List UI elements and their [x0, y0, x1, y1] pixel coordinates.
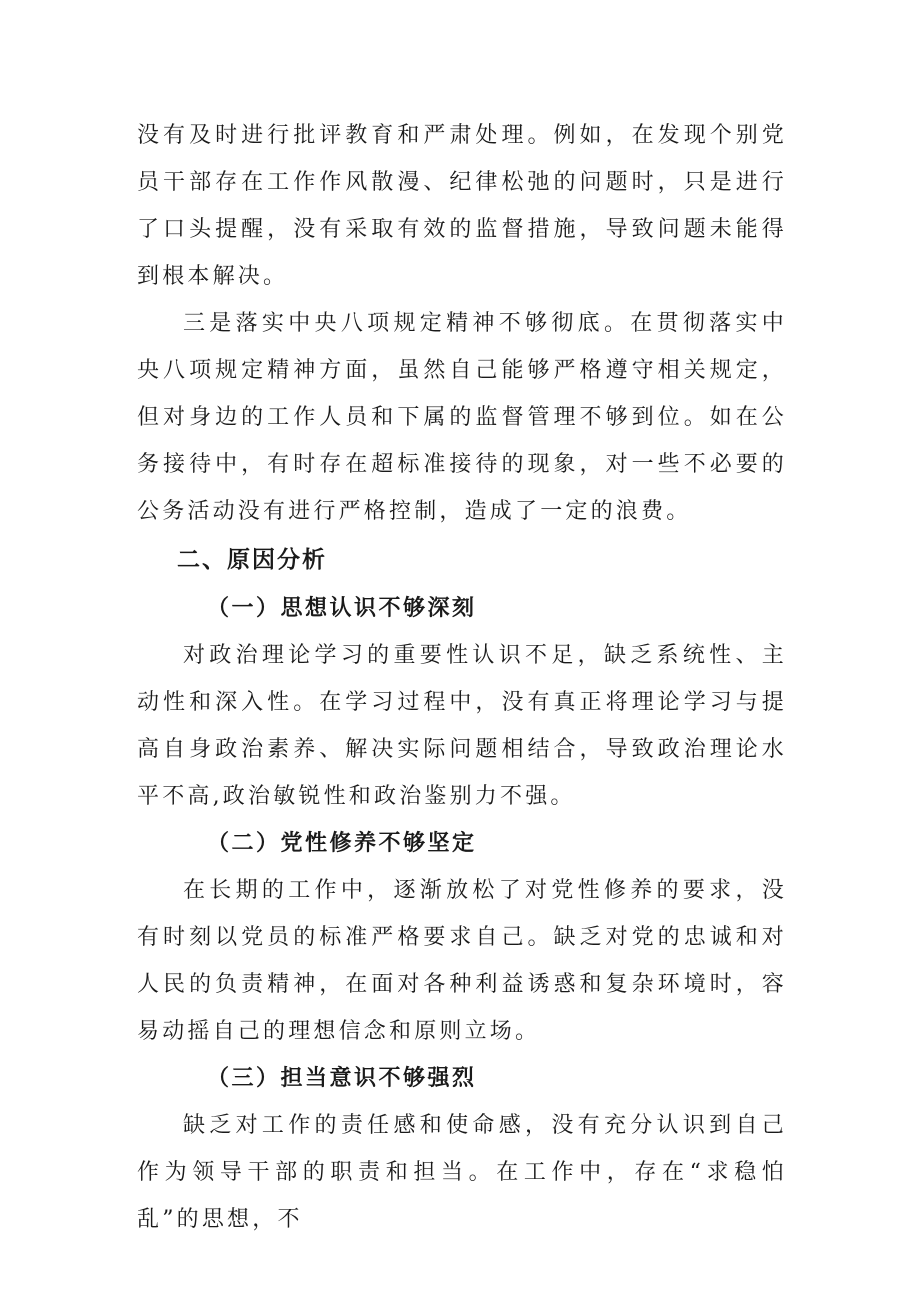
- subheading-party-spirit: （二）党性修养不够坚定: [207, 830, 477, 856]
- paragraph-ideological-understanding: 对政治理论学习的重要性认识不足，缺乏系统性、主动性和深入性。在学习过程中，没有真正将理论学习与提高自身政治素养、解决实际问题相结合，导致政治理论水平不高,政治敏锐性和政治鉴别力不强。: [137, 643, 787, 809]
- section-heading-cause-analysis: 二、原因分析: [177, 547, 327, 573]
- paragraph-supervision-continued: 没有及时进行批评教育和严肃处理。例如，在发现个别党员干部存在工作作风散漫、纪律松弛的问题时，只是进行了口头提醒，没有采取有效的监督措施，导致问题未能得到根本解决。: [137, 123, 787, 289]
- subheading-sense-of-responsibility: （三）担当意识不够强烈: [207, 1065, 477, 1091]
- document-body: [137, 112, 787, 1243]
- paragraph-eight-regulations: 三是落实中央八项规定精神不够彻底。在贯彻落实中央八项规定精神方面，虽然自己能够严格遵守相关规定，但对身边的工作人员和下属的监督管理不够到位。如在公务接待中，有时存在超标准接待的现象，对一些不必要的公务活动没有进行严格控制，造成了一定的浪费。: [137, 311, 787, 524]
- subheading-ideological-understanding: （一）思想认识不够深刻: [207, 595, 477, 621]
- paragraph-party-spirit: 在长期的工作中，逐渐放松了对党性修养的要求，没有时刻以党员的标准严格要求自己。缺乏对党的忠诚和对人民的负责精神，在面对各种利益诱惑和复杂环境时，容易动摇自己的理想信念和原则立场。: [137, 878, 787, 1044]
- paragraph-sense-of-responsibility: 缺乏对工作的责任感和使命感，没有充分认识到自己作为领导干部的职责和担当。在工作中，存在“求稳怕乱”的思想，不: [137, 1113, 787, 1232]
